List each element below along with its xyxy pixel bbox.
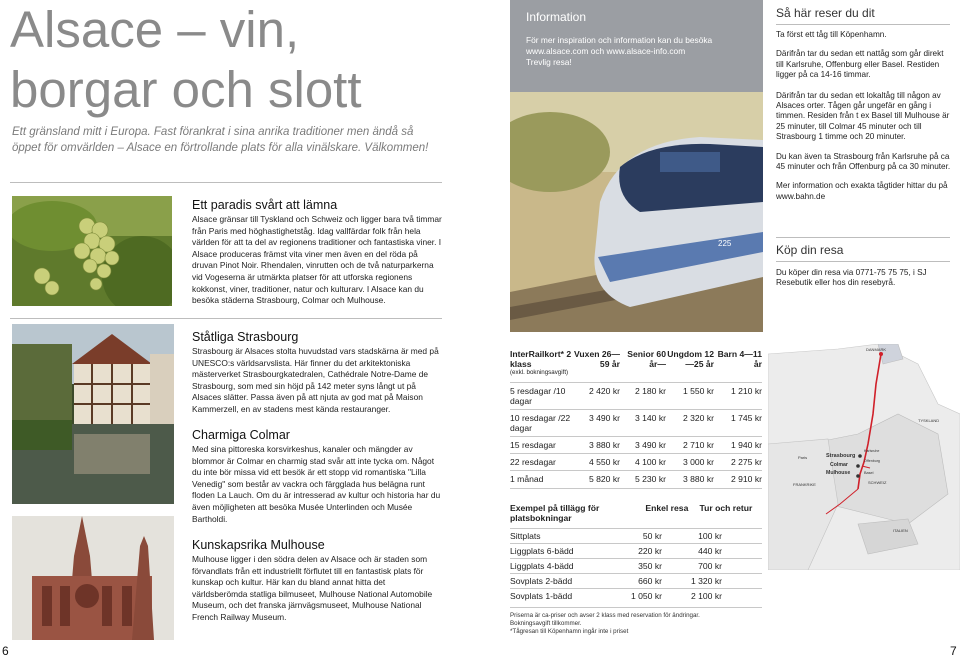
buy-text: Du köper din resa via 0771-75 75 75, i SJ Resebutik eller hos din resebyrå. — [776, 268, 927, 288]
footnotes: Priserna är ca-priser och avser 2 klass med reservation för ändringar. Bokningsavgift tillkommer. *Tågresan till Köpenhamn ingår inte i priset — [510, 612, 700, 635]
divider — [10, 318, 442, 319]
information-heading: Information — [526, 10, 587, 24]
divider — [776, 237, 950, 238]
extra-row: Liggplats 6-bädd 220 kr 440 kr — [510, 546, 722, 556]
section-text: Mulhouse ligger i den södra delen av Alsace och är staden som förvandlats från ett industriellt förflutet till en fantastisk plats för kunskap och kultur. Här kan du bland annat hitta det världsberömda statliga bilmuseet, Mulhouse National Automobile Museum, och det franska järnvägsmuseet, Mulhouse National French Railway Museum. — [192, 554, 433, 622]
svg-text:TYSKLAND: TYSKLAND — [918, 418, 940, 423]
extra-row: Sovplats 1-bädd 1 050 kr 2 100 kr — [510, 591, 722, 601]
cathedral-photo — [12, 516, 174, 640]
travel-heading: Så här reser du dit — [776, 6, 875, 20]
section-text: Strasbourg är Alsaces stolta huvudstad vars stadskärna är med på UNESCO:s världsarvslista. Här finner du det arkitektoniska mästerverket Strasbourgkatedralen, Cathédrale Notre-Dame de Strasbourg, som med sin höjd på 142 meter syns långt ut på Alsaces slätter. Passa även på att njuta av god mat på Maison Kammerzell, en av stadens mest kända restauranger. — [192, 346, 439, 414]
travel-text: Ta först ett tåg till Köpenhamn. Därifrån tar du sedan ett nattåg som går direkt till Karlsruhe, Offenburg eller Basel. Restiden ligger på ca 14-16 timmar. Därifrån tar du sedan ett lokaltåg till någon av Alsaces orter. Tågen går ungefär en gång i timmen. Residen från t ex Basel till Mulhouse är 25 minuter, till Colmar 45 minuter och till Strasbourg 1 timme och 20 minuter. Du kan även ta Strasbourg från Karlsruhe på ca 45 minuter och från Offenburg på ca 30 minuter. Mer information och exakta tågtider hittar du på www.bahn.de — [776, 30, 951, 201]
intro-text: Ett gränsland mitt i Europa. Fast förankrat i sina anrika traditioner men ändå så öppet för omvärlden – Alsace en förtrollande plats för alla vinälskare. Välkommen! — [12, 126, 429, 154]
section-heading: Ståtliga Strasbourg — [192, 330, 299, 344]
section-text: Med sina pittoreska korsvirkeshus, kanaler och mängder av blommor är Colmar en charmig stad svår att inte tycka om. Något du inte bör missa vid ett besök är ett stopp vid romantiska "Lilla Venedig" som består av vackra och färgglada hus belägna runt floden La Lauch. Om du är intresserad av kultur och historia har du även möjligheten att besöka Musée Unterlinden och Musée Bartholdi. — [192, 444, 441, 524]
information-box — [510, 0, 763, 92]
svg-text:Basel: Basel — [864, 471, 874, 475]
svg-text:Strasbourg: Strasbourg — [826, 453, 856, 459]
tgv-train-photo — [510, 92, 763, 332]
price-rows — [510, 382, 762, 484]
divider — [10, 182, 442, 183]
svg-text:DANMARK: DANMARK — [866, 347, 887, 352]
section-paradise — [192, 198, 442, 307]
price-row: 1 månad 5 820 kr 5 230 kr 3 880 kr 2 910 kr — [510, 474, 762, 484]
buy-heading: Köp din resa — [776, 243, 844, 257]
canal-houses-photo — [12, 324, 174, 504]
svg-text:Mulhouse: Mulhouse — [826, 470, 851, 476]
price-table — [510, 349, 762, 636]
section-heading: Kunskapsrika Mulhouse — [192, 538, 325, 552]
page-title: Alsace – vin, borgar och slott — [10, 1, 362, 118]
page-number-right: 7 — [950, 644, 957, 658]
svg-text:SCHWEIZ: SCHWEIZ — [868, 480, 887, 485]
information-text: För mer inspiration och information kan du besöka www.alsace.com och www.alsace-info.com Trevlig resa! — [526, 35, 713, 67]
section-colmar — [192, 428, 442, 525]
route-map — [768, 344, 960, 570]
extra-row: Sittplats 50 kr 100 kr — [510, 531, 722, 541]
section-mulhouse — [192, 538, 442, 624]
divider — [776, 261, 950, 262]
page-number-left: 6 — [2, 644, 9, 658]
divider — [776, 24, 950, 25]
svg-text:FRANKRIKE: FRANKRIKE — [793, 482, 816, 487]
section-text: Alsace gränsar till Tyskland och Schweiz och ligger bara två timmar från Paris med höghastighetståg. Idag vallfärdar folk från hela världen för att ta del av regionens traditioner och fantastiska viner. I Alsace produceras främst vita viner men även en del röda på druvan Pinot Noir. Rhendalen, vinrutten och de två naturparkerna vid Vogeserna är utmärkta platser för att utforska regionens kokkonst, viner, traditioner, natur och kulturarv. I Alsace kan du besöka städerna Strasbourg, Colmar och Mulhouse. — [192, 214, 442, 306]
section-heading: Charmiga Colmar — [192, 428, 290, 442]
svg-text:ITALIEN: ITALIEN — [893, 528, 908, 533]
svg-text:225: 225 — [718, 239, 732, 248]
price-row: 22 resdagar 4 550 kr 4 100 kr 3 000 kr 2 275 kr — [510, 457, 762, 467]
section-strasbourg — [192, 330, 442, 416]
price-table-header: InterRailkort* 2 klass (exkl. bokningsavgift) Vuxen 26—59 år Senior 60 år— Ungdom 12—25 år Barn 4—11 år — [510, 349, 762, 376]
svg-text:Paris: Paris — [798, 455, 808, 460]
extra-row: Liggplats 4-bädd 350 kr 700 kr — [510, 561, 722, 571]
extra-row: Sovplats 2-bädd 660 kr 1 320 kr — [510, 576, 722, 586]
price-row: 5 resdagar /10 dagar 2 420 kr 2 180 kr 1 550 kr 1 210 kr — [510, 386, 762, 406]
price-row: 15 resdagar 3 880 kr 3 490 kr 2 710 kr 1 940 kr — [510, 440, 762, 450]
price-row: 10 resdagar /22 dagar 3 490 kr 3 140 kr 2 320 kr 1 745 kr — [510, 413, 762, 433]
svg-text:Offenburg: Offenburg — [864, 459, 880, 463]
svg-text:Karlsruhe: Karlsruhe — [864, 449, 880, 453]
svg-text:Colmar: Colmar — [830, 462, 848, 468]
grapes-photo — [12, 196, 172, 306]
section-heading: Ett paradis svårt att lämna — [192, 198, 338, 212]
extra-table-header: Exempel på tillägg för platsbokningar Enkel resa Tur och retur — [510, 503, 753, 523]
extra-rows — [510, 528, 762, 601]
